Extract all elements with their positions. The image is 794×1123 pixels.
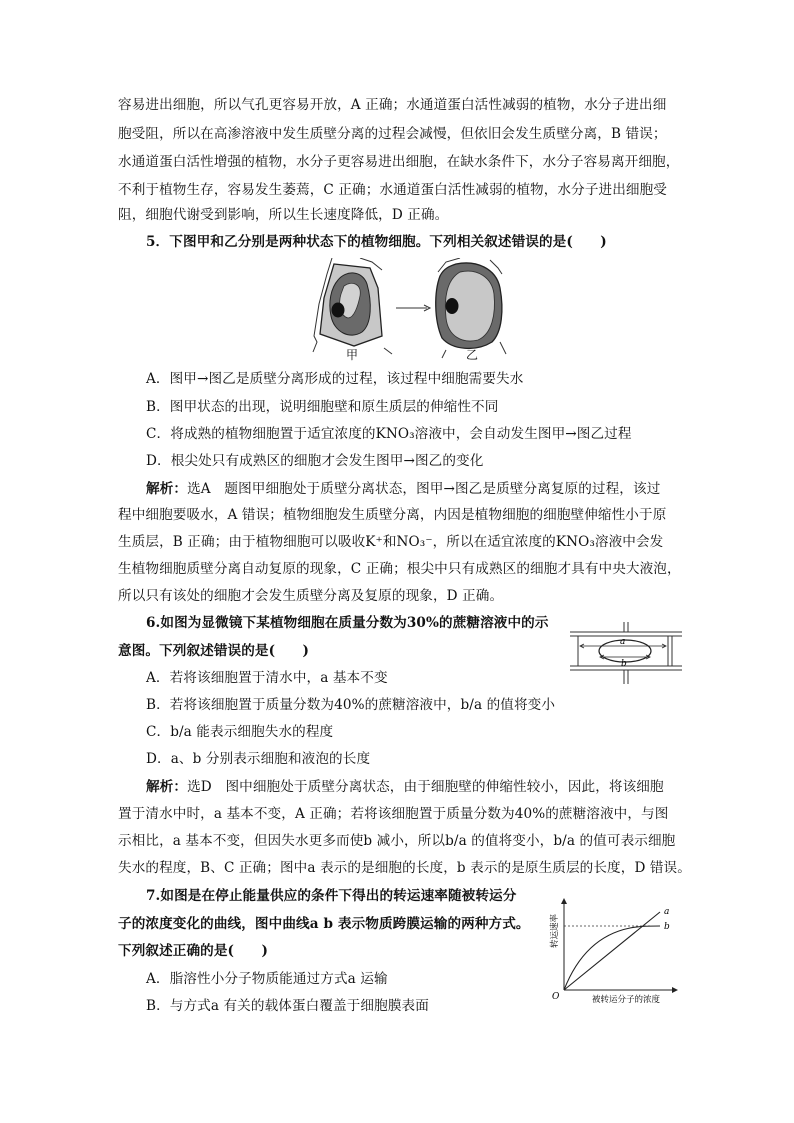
q5-analysis-line-3: 生质层，B 正确；由于植物细胞可以吸收K⁺和NO₃⁻，所以在适宜浓度的KNO₃溶液中会发 <box>118 534 664 550</box>
q6-fig-label-a: a <box>620 637 626 647</box>
q5-analysis-line-4: 生植物细胞质壁分离自动复原的现象，C 正确；根尖中只有成熟区的细胞才具有中央大液泡， <box>118 561 681 577</box>
q5-fig-label-yi: 乙 <box>466 348 479 362</box>
q6-analysis-text-1: 选D 图中细胞处于质壁分离状态，由于细胞壁的伸缩性较小，因此，将该细胞 <box>187 779 664 795</box>
q6-option-b: B．若将该细胞置于质量分数为40%的蔗糖溶液中，b/a 的值将变小 <box>146 697 556 713</box>
q5-analysis-line-5: 所以只有该处的细胞才会发生质壁分离及复原的现象，D 正确。 <box>118 588 504 604</box>
q7-stem-line-3: 下列叙述正确的是( ) <box>118 943 269 959</box>
q6-option-c: C．b/a 能表示细胞失水的程度 <box>146 724 334 740</box>
prev-explanation-line-2: 胞受阻，所以在高渗溶液中发生质壁分离的过程会减慢，但依旧会发生质壁分离，B 错误； <box>118 126 667 142</box>
q7-chart <box>548 898 688 1008</box>
q7-stem-line-1: 7.如图是在停止能量供应的条件下得出的转运速率随被转运分 <box>146 888 517 904</box>
series-b-curve <box>564 926 660 990</box>
x-axis-label: 被转运分子的浓度 <box>592 995 661 1005</box>
q6-option-d: D．a、b 分别表示细胞和液泡的长度 <box>146 751 371 767</box>
q5-stem: 5．下图甲和乙分别是两种状态下的植物细胞。下列相关叙述错误的是( ) <box>146 234 607 250</box>
q5-cell-figure <box>312 258 522 360</box>
q5-analysis-label: 解析： <box>146 481 188 497</box>
q6-analysis-line-2: 置于清水中时，a 基本不变，A 正确；若将该细胞置于质量分数为40%的蔗糖溶液中，与图 <box>118 806 669 822</box>
q5-option-b: B．图甲状态的出现，说明细胞壁和原生质层的伸缩性不同 <box>146 399 499 415</box>
q5-option-a: A．图甲→图乙是质壁分离形成的过程，该过程中细胞需要失水 <box>146 371 524 387</box>
cell-yi-diagram <box>436 258 506 358</box>
q5-option-d: D．根尖处只有成熟区的细胞才会发生图甲→图乙的变化 <box>146 453 484 469</box>
q7-stem-line-2: 子的浓度变化的曲线，图中曲线a b 表示物质跨膜运输的两种方式。 <box>118 916 530 932</box>
series-b-label: b <box>664 922 670 932</box>
q6-analysis-line-3: 示相比，a 基本不变，但因失水更多而使b 减小，所以b/a 的值将变小，b/a 的值可表示细胞 <box>118 833 676 849</box>
q6-option-a: A．若将该细胞置于清水中，a 基本不变 <box>146 670 388 686</box>
q7-option-a: A．脂溶性小分子物质能通过方式a 运输 <box>146 971 388 987</box>
series-a-label: a <box>664 907 670 917</box>
q6-stem-line-2: 意图。下列叙述错误的是( ) <box>118 643 310 659</box>
q6-fig-label-b: b <box>621 659 627 669</box>
q7-option-b: B．与方式a 有关的载体蛋白覆盖于细胞膜表面 <box>146 998 429 1014</box>
q5-analysis-text-1: 选A 题图甲细胞处于质壁分离状态，图甲→图乙是质壁分离复原的过程，该过 <box>187 481 661 497</box>
q6-analysis-line-4: 失水的程度，B、C 正确；图中a 表示的是细胞的长度，b 表示的是原生质层的长度，D 错误。 <box>118 860 691 876</box>
q6-analysis-label: 解析： <box>146 779 188 795</box>
q5-analysis-line-2: 程中细胞要吸水，A 错误；植物细胞发生质壁分离，内因是植物细胞的细胞壁伸缩性小于原 <box>118 507 667 523</box>
q6-stem-line-1: 6.如图为显微镜下某植物细胞在质量分数为30%的蔗糖溶液中的示 <box>146 615 549 631</box>
prev-explanation-line-3: 水通道蛋白活性增强的植物，水分子更容易进出细胞，在缺水条件下，水分子容易离开细胞， <box>118 154 680 170</box>
prev-explanation-line-4: 不利于植物生存，容易发生萎蔫，C 正确；水通道蛋白活性减弱的植物，水分子进出细胞受 <box>118 182 667 198</box>
q6-analysis-line-1 <box>146 778 664 796</box>
series-a-line <box>564 912 660 990</box>
y-axis-label: 转运速率 <box>550 913 560 948</box>
q5-option-c: C．将成熟的植物细胞置于适宜浓度的KNO₃溶液中，会自动发生图甲→图乙过程 <box>146 426 632 442</box>
q6-cell-figure <box>568 622 686 686</box>
q5-analysis-line-1 <box>146 480 660 498</box>
cell-jia-diagram <box>313 258 392 354</box>
q5-fig-label-jia: 甲 <box>346 348 359 362</box>
prev-explanation-line-1: 容易进出细胞，所以气孔更容易开放，A 正确；水通道蛋白活性减弱的植物，水分子进出细 <box>118 97 667 113</box>
prev-explanation-line-5: 阻，细胞代谢受到影响，所以生长速度降低，D 正确。 <box>118 207 449 223</box>
origin-label: O <box>552 992 560 1002</box>
